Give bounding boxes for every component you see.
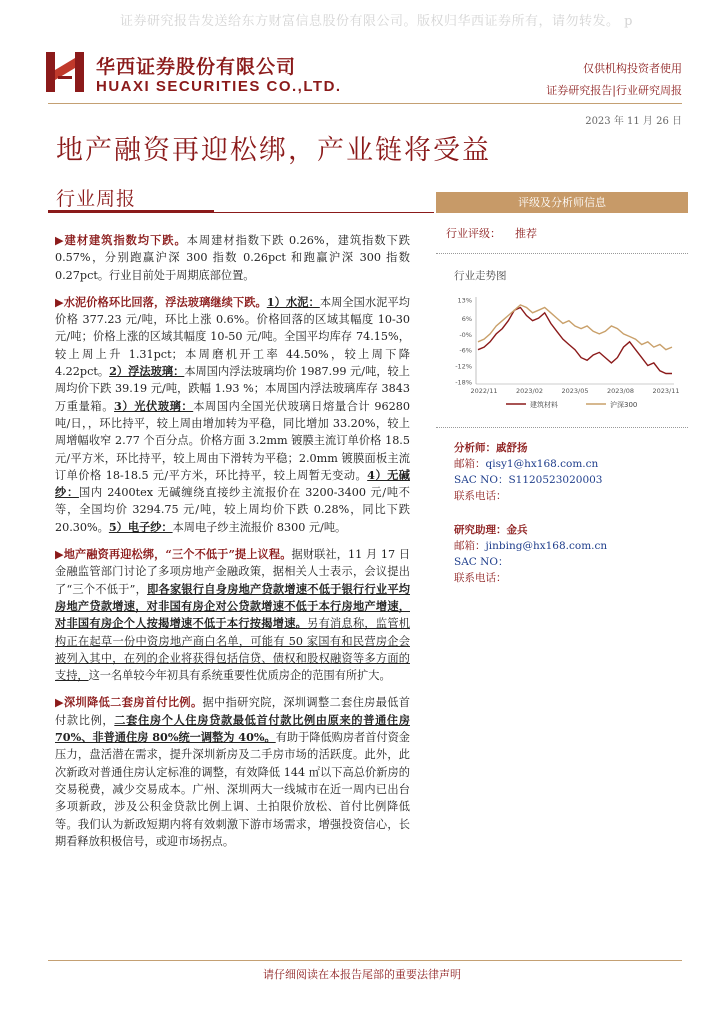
paragraph-heading: ▶水泥价格环比回落，浮法玻璃继续下跌。 [55, 294, 267, 309]
paragraph-heading: ▶深圳降低二套房首付比例。 [55, 695, 203, 710]
y-tick-label: 6% [461, 315, 472, 324]
paragraph-text: 据财联社，11 月 17 日金融监管部门讨论了多项房地产金融政策，据相关人士表示，会议提出了“三个不低于”， [55, 548, 411, 596]
company-name-cn: 华西证券股份有限公司 [96, 56, 297, 78]
industry-trend-chart [436, 289, 688, 419]
legend-label: 建筑材料 [530, 401, 558, 409]
email-label: 邮箱： [454, 540, 486, 552]
rating-value: 推荐 [515, 227, 537, 240]
assistant-name: 金兵 [506, 524, 528, 536]
section-label: 行业周报 [56, 188, 137, 210]
report-date: 2023 年 11 月 26 日 [585, 116, 682, 127]
sidebar-header: 评级及分析师信息 [436, 192, 688, 213]
paragraph-emphasis: 即各家银行自身房地产贷款增速不低于银行行业平均房地产贷款增速，对非国有房企对公贷款增速不低于本行房地产增速，对非国有房企个人按揭增速不低于本行按揭增速。 [55, 581, 410, 631]
analyst-label: 分析师： [454, 442, 496, 454]
paragraph-heading: ▶建材建筑指数均下跌。 [55, 233, 187, 247]
analyst-name: 戚舒扬 [496, 442, 528, 454]
assistant-info [454, 522, 688, 586]
sidebar-divider [436, 253, 688, 254]
watermark: 证券研究报告发送给东方财富信息股份有限公司。版权归华西证券所有，请勿转发。 p [120, 14, 633, 29]
x-tick-label: 2023/02 [515, 387, 544, 395]
paragraph-text: 有助于降低购房者首付资金压力，盘活潜在需求，提升深圳新房及二手房市场的活跃度。此外，此次新政对普通住房认定标准的调整，有效降低 144 ㎡以下高总价新房的交易税费，减少交易成本。广州、深圳两大一线城市在近一周内已出台多项新政，涉及公积金贷款比例上调、土拍限价放松、首付比例降低等。我们认为新政短期内将有效刺激下游市场需求，增强投资信心，长期看释放积极信号，或迎市场拐点。 [55, 731, 410, 848]
sidebar [436, 192, 688, 586]
sub-label-float-glass: 2）浮法玻璃： [109, 364, 185, 379]
paragraph-underline: 另有消息称，监管机构正在起草一份中资房地产商白名单，可能有 50 家国有和民营房企会被列入其中，在列的企业将获得包括信贷、债权和股权融资等多方面的支持， [55, 617, 410, 683]
paragraph-text: 国内 2400tex 无碱缠绕直接纱主流报价在 3200-3400 元/吨不等，全国均价 3294.75 元/吨，较上周均价下跌 0.28%，同比下跌 20.30%。 [55, 486, 410, 534]
paragraph-financing [55, 546, 410, 684]
sub-label-cement: 1）水泥： [266, 294, 320, 309]
paragraph-heading: ▶地产融资再迎松绑，“三个不低于”提上议程。 [55, 547, 292, 562]
paragraph-text: 本周建材指数下跌 0.26%，建筑指数下跌 0.57%，分别跑赢沪深 300 指数 0.26pct 和跑赢沪深 300 指数 0.27pct。行业目前处于周期底部位置。 [55, 234, 410, 282]
paragraph-emphasis: 二套住房个人住房贷款最低首付款比例由原来的普通住房 70%、非普通住房 80%统一调整为 40%。 [55, 712, 410, 745]
footer-divider [48, 960, 682, 961]
sub-label-fiberglass: 4）无碱纱： [55, 467, 410, 500]
paragraph-index [55, 232, 410, 284]
y-tick-label: -6% [459, 346, 472, 355]
analyst-phone: 联系电话： [454, 490, 507, 502]
industry-rating [446, 225, 688, 241]
y-tick-label: -12% [455, 362, 472, 371]
legend-label: 沪深300 [610, 401, 638, 409]
paragraph-shenzhen [55, 694, 410, 850]
x-tick-label: 2022/11 [470, 387, 498, 395]
report-body [55, 232, 410, 860]
paragraph-text: 本周国内浮法玻璃均价 1987.99 元/吨，较上周均价下跌 39.19 元/吨，跌幅 1.93 %；本周国内浮法玻璃库存 3843 万重量箱。 [55, 365, 410, 413]
paragraph-prices [55, 294, 410, 536]
y-tick-label: -18% [455, 378, 472, 387]
analyst-email[interactable]: qisy1@hx168.com.cn [485, 458, 599, 470]
section-underline [48, 210, 214, 213]
section-underline-thin [214, 212, 434, 213]
sub-label-electronic-yarn: 5）电子纱： [108, 519, 173, 534]
paragraph-text: 本周全国水泥平均价格 377.23 元/吨，环比上涨 0.6%。价格回落的区域其幅度 10-30 元/吨；价格上涨的区域其幅度 10-50 元/吨。全国平均库存 74.15%，较上周上升 1.31pct；本周磨机开工率 44.50%，较上周下降 4.22pct。 [55, 295, 410, 379]
x-tick-label: 2023/11 [652, 387, 680, 395]
sub-label-pv-glass: 3）光伏玻璃： [114, 398, 194, 413]
legal-footer: 请仔细阅读在本报告尾部的重要法律声明 [263, 968, 461, 981]
analyst-info [454, 440, 688, 504]
paragraph-text: 本周国内全国光伏玻璃日熔量合计 96280 吨/日，，环比持平，较上周由增加转为平稳，同比增加 33.20%，较上周增幅收窄 2.77 个百分点。价格方面 3.2mm 镀膜主流订单价格 18.5 元/平方米，环比持平，较上周由下滑转为平稳；2.0mm 镀膜面板主流订单价格 18-18.5 元/平方米，环比持平，较上周暂无变动。 [55, 399, 410, 482]
x-tick-label: 2023/05 [561, 387, 589, 395]
assistant-email[interactable]: jinbing@hx168.com.cn [485, 540, 608, 552]
x-tick-label: 2023/08 [606, 387, 635, 395]
paragraph-text: 本周电子纱主流报价 8300 元/吨。 [172, 520, 347, 534]
chart-title: 行业走势图 [454, 270, 507, 282]
analyst-sac: SAC NO：S1120523020003 [454, 474, 603, 486]
email-label: 邮箱： [454, 458, 486, 470]
assistant-phone: 联系电话： [454, 572, 507, 584]
paragraph-text: 这一名单较今年初具有系统重要性优质房企的范围有所扩大。 [88, 669, 391, 683]
company-name-en: HUAXI SECURITIES CO.,LTD. [96, 78, 342, 95]
paragraph-text: 据中指研究院，深圳调整二套住房最低首付款比例， [55, 696, 410, 727]
company-logo-icon [44, 50, 88, 94]
assistant-sac: SAC NO： [454, 556, 509, 568]
y-tick-label: -0% [459, 330, 472, 339]
y-tick-label: 13% [457, 296, 472, 305]
audience-note: 仅供机构投资者使用 [583, 62, 682, 75]
series-line-csi300 [478, 305, 672, 350]
rating-label: 行业评级： [446, 227, 501, 240]
report-title: 地产融资再迎松绑，产业链将受益 [56, 135, 491, 166]
assistant-label: 研究助理： [454, 524, 507, 536]
report-type: 证券研究报告|行业研究周报 [546, 84, 682, 97]
sidebar-divider [436, 427, 688, 428]
header-divider [48, 103, 682, 104]
